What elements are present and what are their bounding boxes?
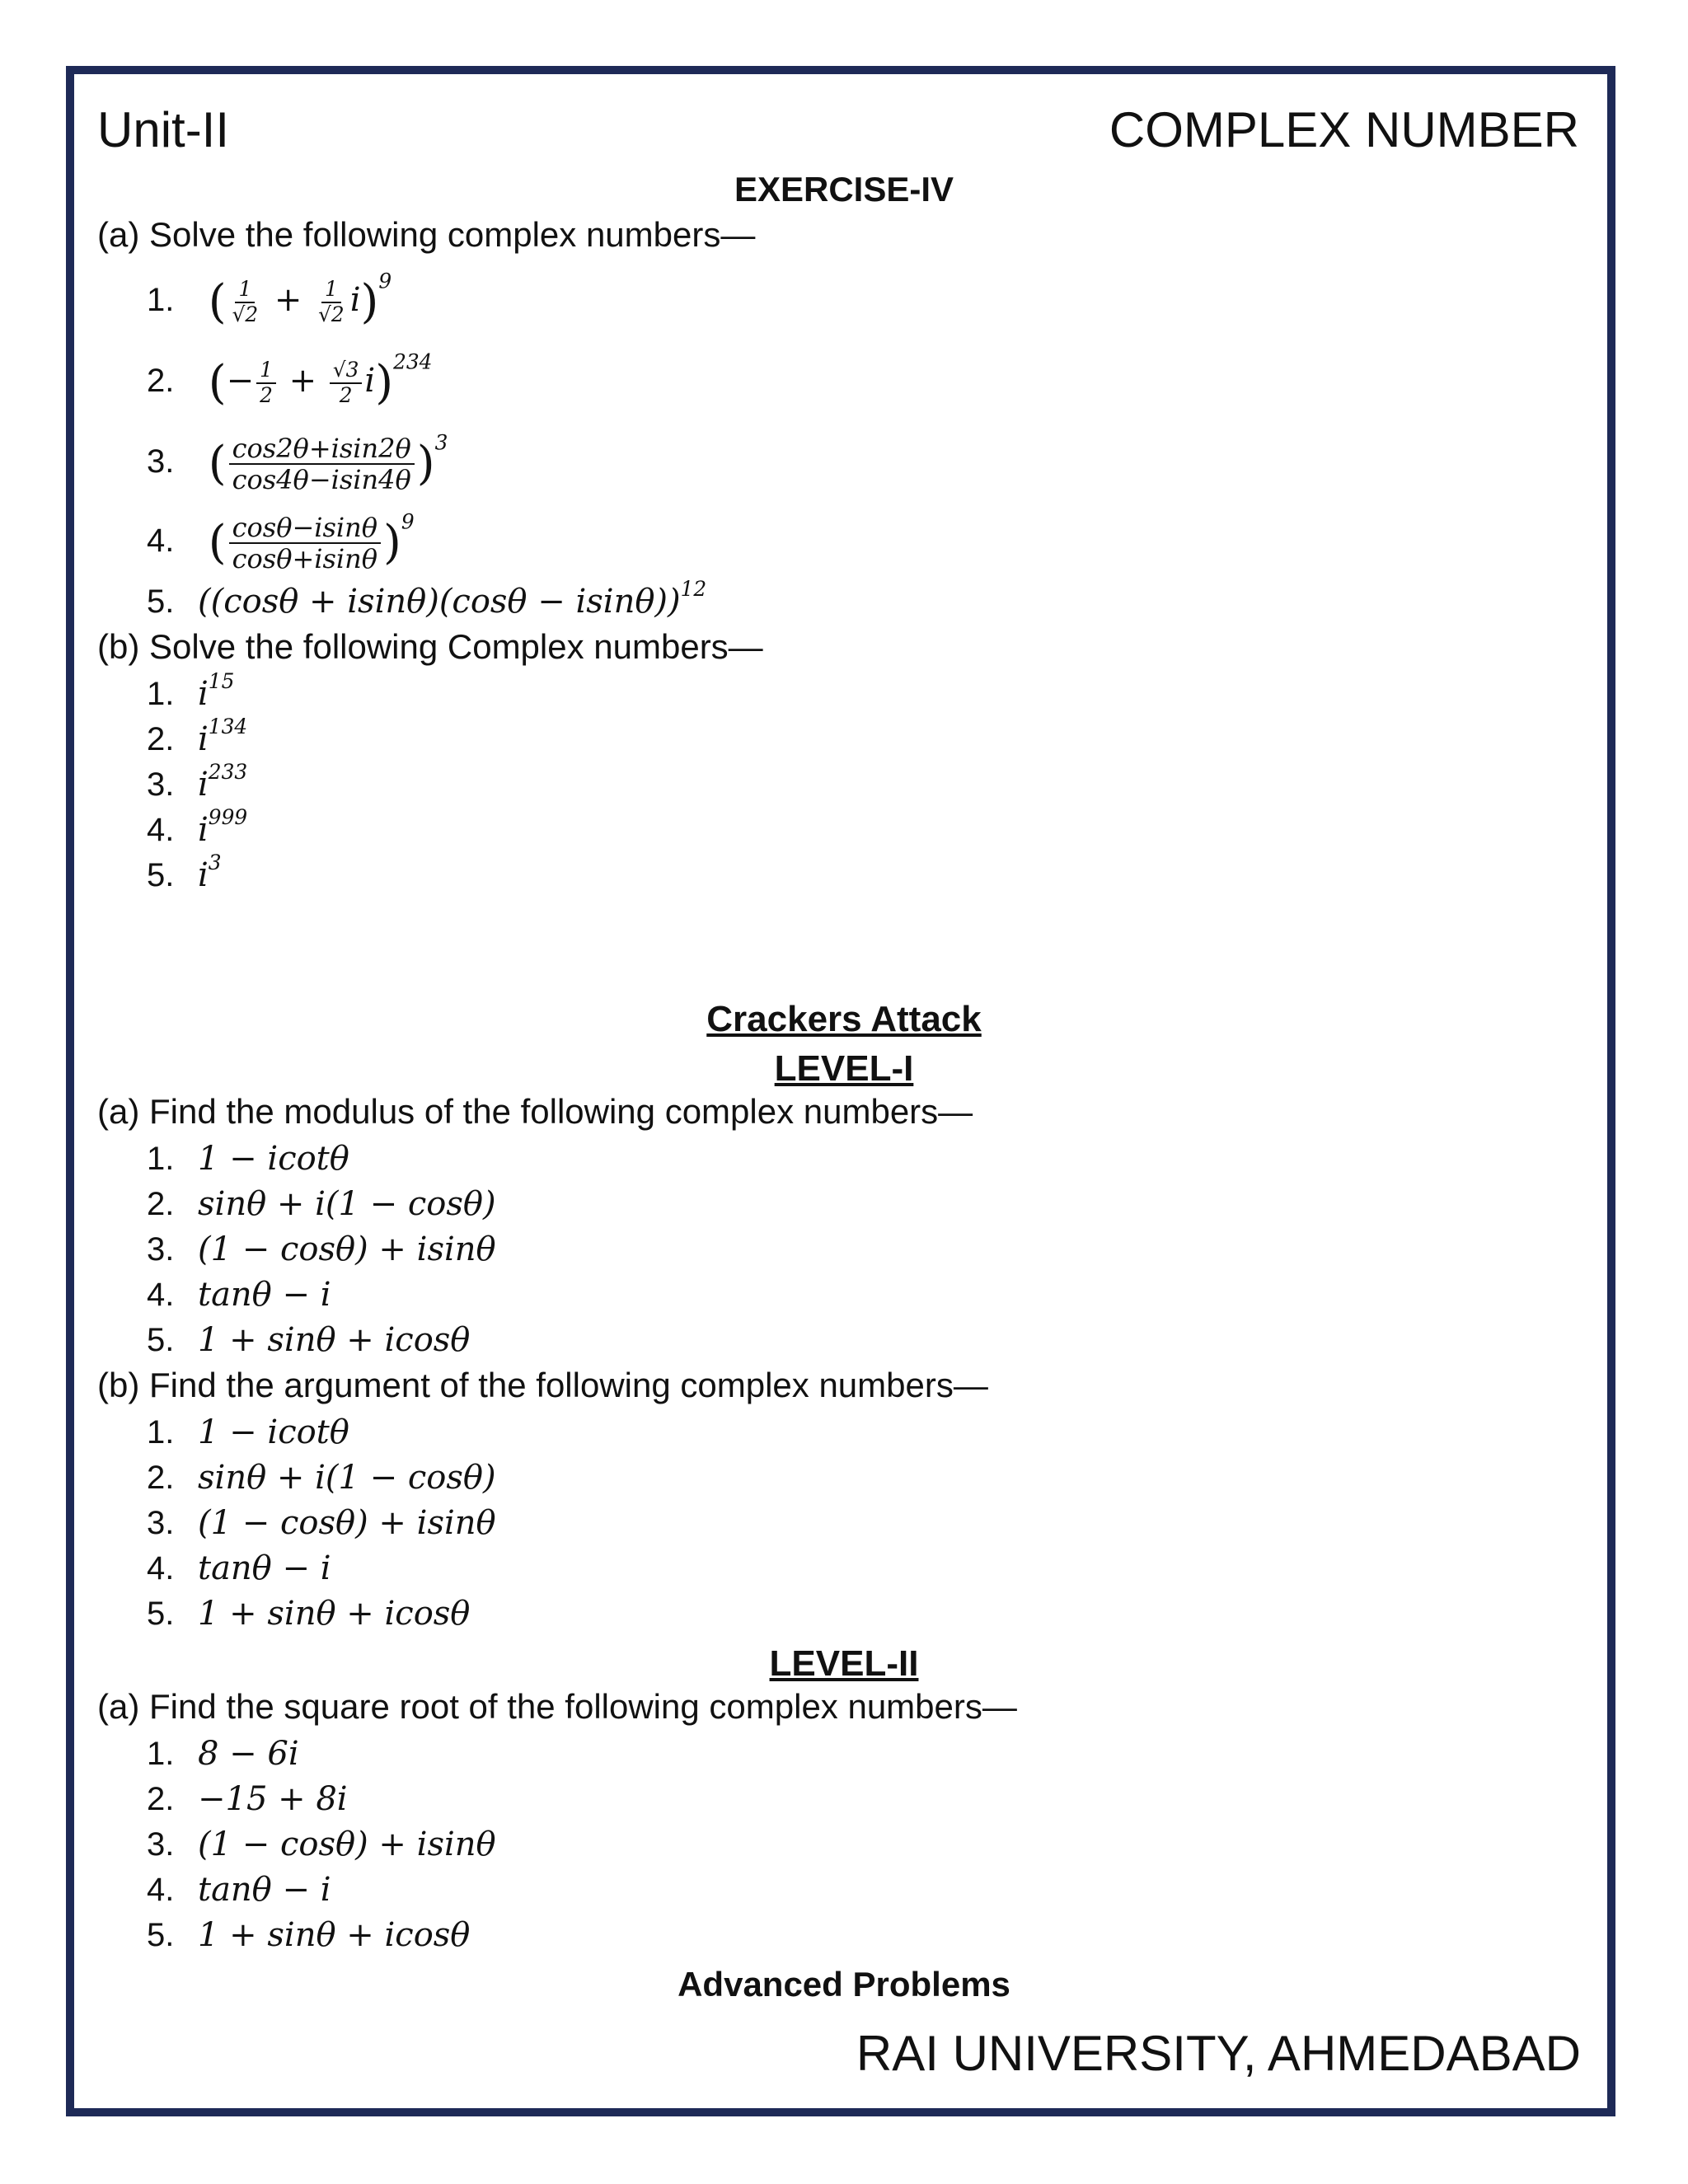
level-1-title: LEVEL-I [774, 1048, 914, 1089]
list-item: 1. ( $\frac{1}{√2}$ + $\frac{1}{√2}$ i)$^9$ [147, 269, 392, 330]
list-item: 4. $i^{999}$ [147, 805, 248, 849]
list-item: 4. tanθ − i [147, 1276, 331, 1314]
fraction: $\frac{\cos 2\theta+isin2\theta}{\cos 4\theta-isin4\theta}$ [229, 435, 415, 493]
list-item: 1. 1 − icotθ [147, 1413, 349, 1451]
list-item: 4. tanθ − i [147, 1871, 331, 1909]
list-item: 1. $i^{15}$ [147, 669, 235, 713]
subject-title: COMPLEX NUMBER [1109, 102, 1579, 157]
list-item: 1. 8 − 6i [147, 1735, 299, 1773]
fraction: $\frac{√3}{2}$ [330, 360, 363, 406]
fraction: $\frac{1}{2}$ [256, 360, 276, 406]
list-item: 2. (− $\frac{1}{2}$ + $\frac{√3}{2}$ i)$^{234}$ [147, 350, 433, 410]
list-item: 3. (1 − cosθ) + isinθ [147, 1504, 496, 1542]
list-item: 4. tanθ − i [147, 1549, 331, 1587]
list-item: 4. ( $\frac{\cos\theta-isin\theta}{\cos\theta+isin\theta}$ )$^9$ [147, 510, 415, 575]
list-item: 2. $i^{134}$ [147, 715, 248, 758]
list-item: 3. ( $\frac{\cos 2\theta+isin2\theta}{\cos 4\theta-isin4\theta}$ )$^3$ [147, 431, 448, 496]
section-a-question: (a) Solve the following complex numbers— [97, 215, 756, 254]
list-item: 5. $i^3$ [147, 851, 222, 894]
list-item: 3. (1 − cosθ) + isinθ [147, 1230, 496, 1268]
level-1-a-question: (a) Find the modulus of the following complex numbers— [97, 1092, 973, 1131]
section-b-question: (b) Solve the following Complex numbers— [97, 627, 763, 666]
unit-label: Unit-II [97, 102, 230, 157]
crackers-attack-title: Crackers Attack [706, 999, 982, 1039]
list-item: 5. 1 + sinθ + icosθ [147, 1595, 471, 1633]
advanced-problems-title: Advanced Problems [678, 1965, 1010, 2004]
level-2-title: LEVEL-II [769, 1643, 919, 1684]
fraction: $\frac{1}{√2}$ [318, 277, 345, 327]
list-item: 2. sinθ + i(1 − cosθ) [147, 1185, 496, 1223]
list-item: 3. $i^{233}$ [147, 760, 248, 804]
list-item: 2. −15 + 8i [147, 1780, 348, 1818]
exercise-title: EXERCISE-IV [734, 170, 954, 209]
list-item: 5. 1 + sinθ + icosθ [147, 1321, 471, 1359]
level-2-a-question: (a) Find the square root of the following complex numbers— [97, 1687, 1017, 1726]
list-item: 2. sinθ + i(1 − cosθ) [147, 1459, 496, 1497]
list-item: 3. (1 − cosθ) + isinθ [147, 1825, 496, 1863]
fraction: $\frac{\cos\theta-isin\theta}{\cos\theta+isin\theta}$ [229, 514, 381, 572]
fraction: $\frac{1}{√2}$ [232, 277, 259, 327]
level-1-b-question: (b) Find the argument of the following complex numbers— [97, 1366, 988, 1404]
list-item: 1. 1 − icotθ [147, 1140, 349, 1178]
list-item: 5. 1 + sinθ + icosθ [147, 1916, 471, 1954]
list-item: 5. $((\cos\theta + isin\theta)(\cos\theta - isin\theta))^{12}$ [147, 577, 707, 621]
footer-university: RAI UNIVERSITY, AHMEDABAD [856, 2026, 1581, 2081]
